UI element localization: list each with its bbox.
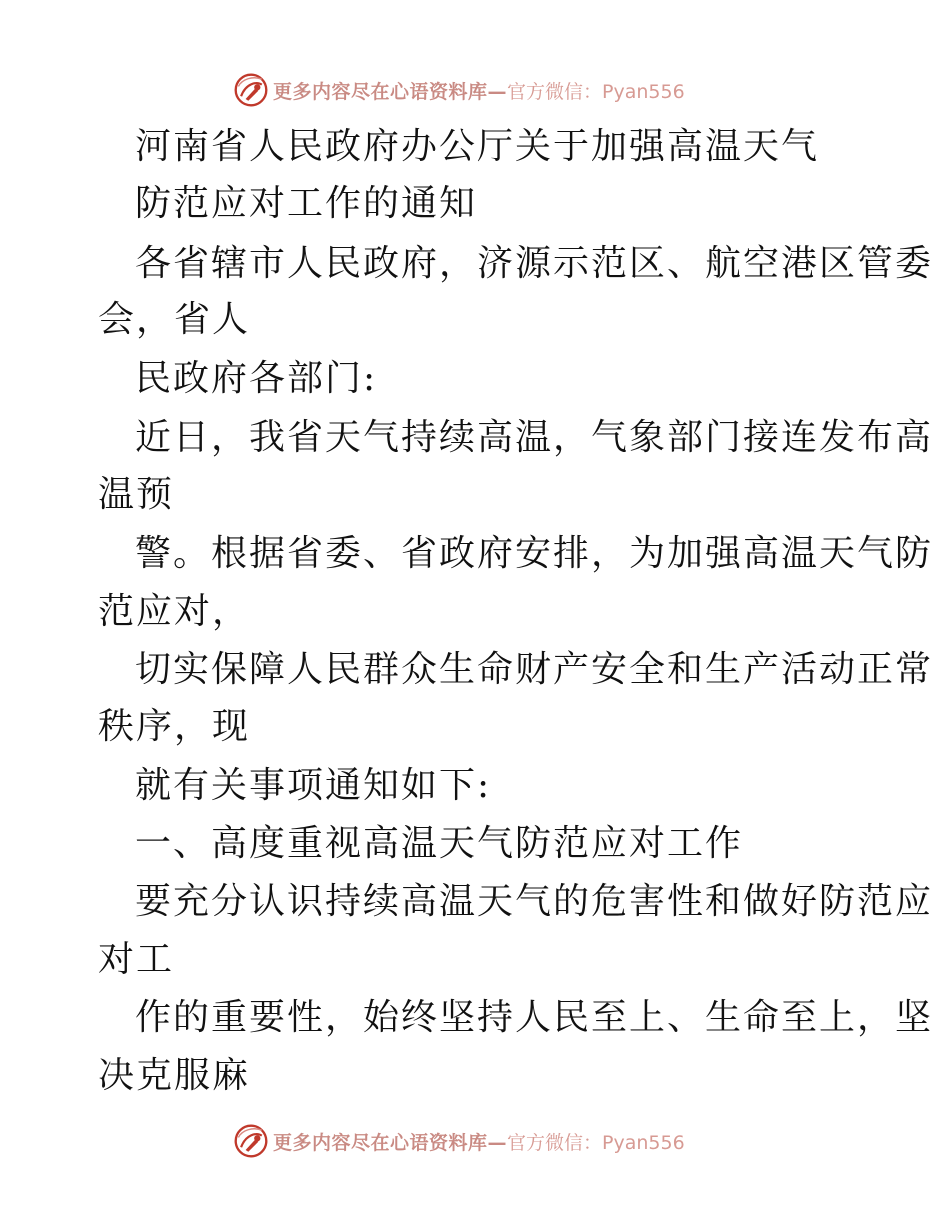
banner-promo-text: 更多内容尽在心语资料库— (273, 1131, 508, 1154)
text-line: 近日，我省天气持续高温，气象部门接连发布高 (135, 417, 934, 458)
text-line: 决克服麻 (98, 1055, 251, 1096)
text-line: 会，省人 (98, 299, 251, 340)
footer-watermark-banner (233, 1121, 685, 1161)
text-line: 警。根据省委、省政府安排，为加强高温天气防 (135, 533, 934, 574)
text-line: 各省辖市人民政府，济源示范区、航空港区管委 (135, 243, 934, 284)
text-line: 要充分认识持续高温天气的危害性和做好防范应 (135, 881, 934, 922)
text-line: 秩序，现 (98, 706, 251, 747)
brand-logo-icon (233, 1123, 269, 1159)
banner-promo-text: 更多内容尽在心语资料库— (273, 80, 508, 103)
text-line: 作的重要性，始终坚持人民至上、生命至上，坚 (135, 997, 934, 1038)
section-heading: 一、高度重视高温天气防范应对工作 (135, 823, 744, 864)
text-line: 就有关事项通知如下: (135, 765, 492, 806)
text-line: 温预 (98, 474, 175, 515)
banner-wechat-text: 官方微信：Pyan556 (507, 80, 685, 103)
text-line: 民政府各部门: (135, 358, 378, 399)
banner-wechat-text: 官方微信：Pyan556 (507, 1131, 685, 1154)
document-title-line-2: 防范应对工作的通知 (135, 183, 478, 224)
text-line: 对工 (98, 939, 175, 980)
document-title-line-1: 河南省人民政府办公厅关于加强高温天气 (135, 126, 820, 167)
header-watermark-banner (233, 70, 685, 110)
brand-logo-icon (233, 72, 269, 108)
text-line: 范应对， (98, 591, 251, 632)
text-line: 切实保障人民群众生命财产安全和生产活动正常 (135, 649, 934, 690)
